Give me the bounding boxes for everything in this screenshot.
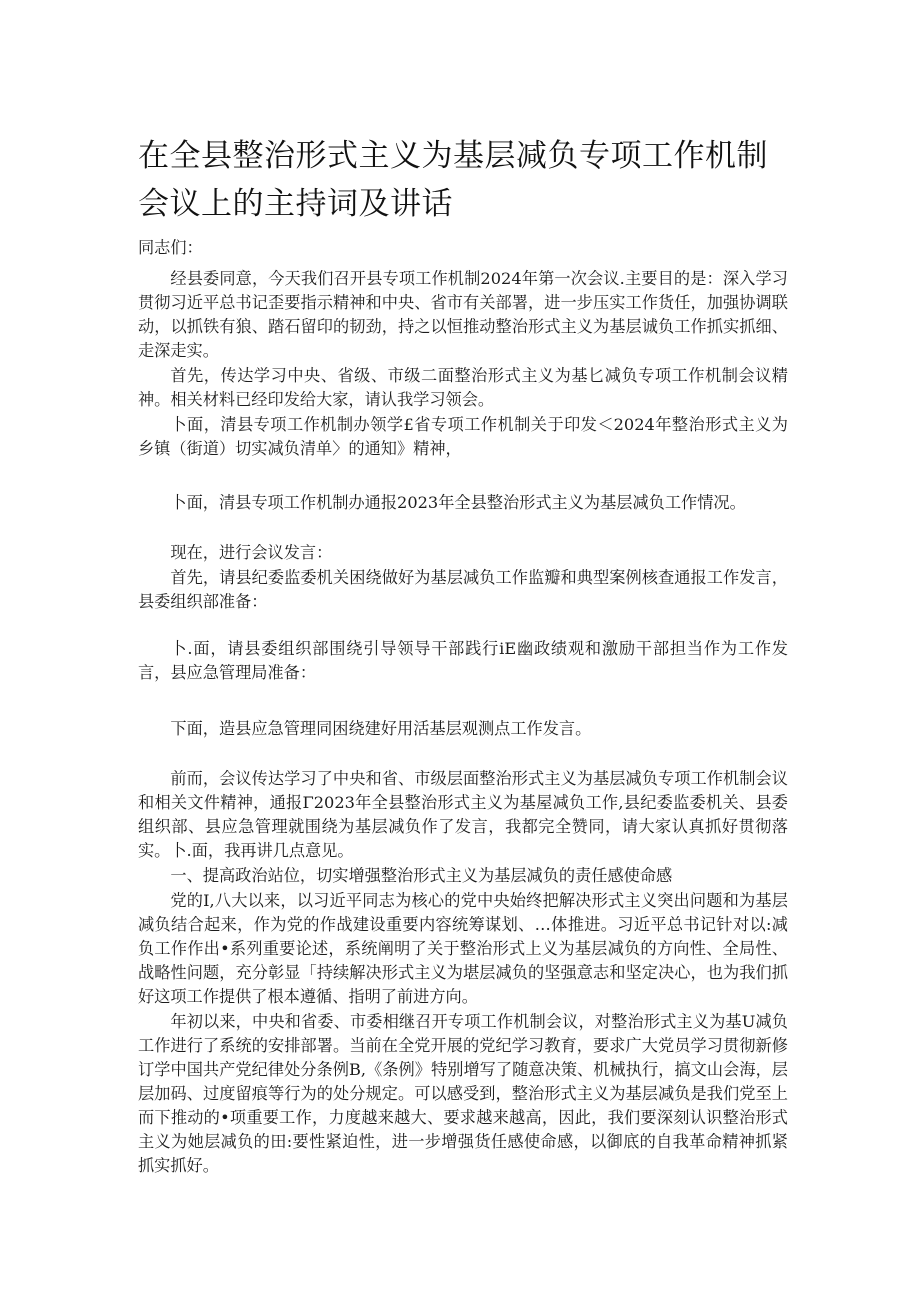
paragraph-opening: 经县委同意，今天我们召开县专项工作机制2024年第一次会议.主要目的是：深入学习贯彻习近平总书记歪要指示精神和中央、省市有关部署，进一步压实工作货任，加强协调联动，以抓铁有狼、踏石留印的韧劲，持之以恒推动整治形式主义为基层诚负工作抓实抓细、走深走实。 bbox=[138, 269, 788, 360]
paragraph-third-agenda: 卜面，清县专项工作机制办通报2023年全县整治形式主义为基层减负工作情况。 bbox=[170, 493, 746, 512]
document-title: 在全县整治形式主义为基层减负专项工作机制会议上的主持词及讲话 bbox=[138, 138, 768, 222]
paragraph-speech-first: 首先，请县纪委监委机关困绕做好为基层减负工作监瓣和典型案例核查通报工作发言，县委组织部准备： bbox=[138, 568, 788, 611]
paragraph-section-1-body: 党的I,八大以来，以习近平同志为核心的党中央始终把解决形式主义突出问题和为基层减负结合起来，作为党的作战建设重要内容统筹谋划、…体推进。习近平总书记针对以:减负工作作出•系列重要论述，系统阐明了关于整治形式上义为基层减负的方向性、全局性、战略性问题，充分彰显「持续解决形式主义为堪层减负的坚强意志和坚定决心，也为我们抓好这项工作提供了根本遵循、指明了前进方向。 bbox=[138, 891, 788, 1006]
paragraph-summary: 前而，会议传达学习了中央和省、市级层面整治形式主义为基层减负专项工作机制会议和相关文件精神，通报Γ2023年全县整治形式主义为基屋减负工作,县纪委监委机关、县委组织部、县应急管理就围绕为基层减负作了发言，我都完全赞同，请大家认真抓好贯彻落实。卜.面，我再讲几点意见。 bbox=[138, 769, 788, 860]
section-heading-1: 一、提高政治站位，切实增强整治形式主义为基层减负的责任感使命感 bbox=[170, 866, 673, 885]
paragraph-speech-third: 下面，造县应急管理同困绕建好用活基层观测点工作发言。 bbox=[170, 719, 592, 738]
paragraph-second-agenda: 卜面，清县专项工作机制办领学£省专项工作机制关于印发＜2024年整治形式主义为乡镇（街道）切实减负清单〉的通知》精神， bbox=[138, 415, 788, 458]
paragraph-speech-second: 卜.面，请县委组织部围绕引导领导干部践行iE幽政绩观和激励干部担当作为工作发言，县应急管理局准备： bbox=[138, 639, 788, 682]
salutation: 同志们： bbox=[138, 238, 203, 257]
paragraph-first-agenda: 首先，传达学习中央、省级、市级二面整治形式主义为基匕减负专项工作机制会议精神。相关材料已经印发给大家，请认我学习领会。 bbox=[138, 366, 788, 409]
paragraph-speech-intro: 现在，进行会议发言： bbox=[170, 543, 333, 562]
paragraph-section-1-body-2: 年初以来，中央和省委、市委相继召开专项工作机制会议，对整治形式主义为基U减负工作进行了系统的安排部署。当前在全党开展的党纪学习教育，要求广大党员学习贯彻新修订学中国共产党纪律处分条例B,《条例》特别增写了随意决策、机械执行，搞文山会海，层层加码、过度留痕等行为的处分规定。可以感受到，整治形式主义为基层减负是我们党至上而下推动的•项重要工作，力度越来越大、要求越来越高，因此，我们要深刻认识整治形式主义为她层减负的田:要性紧迫性，进一步增强货任感使命感，以御底的自我革命精神抓紧抓实抓好。 bbox=[138, 1012, 788, 1175]
